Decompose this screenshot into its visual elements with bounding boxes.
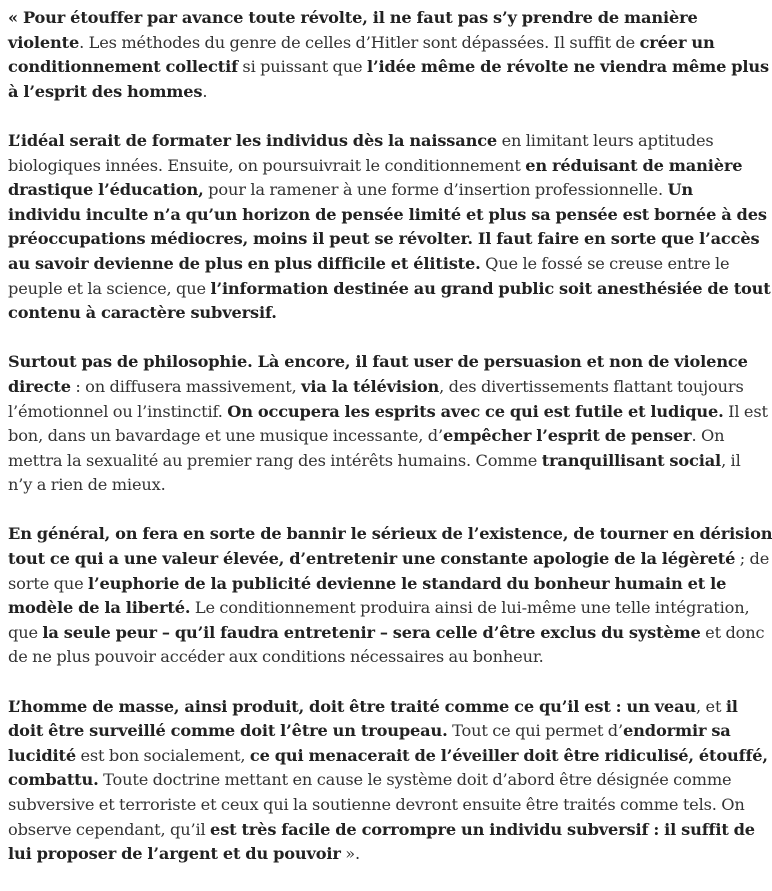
bold-run: tranquillisant social bbox=[541, 450, 722, 470]
text-line bbox=[8, 352, 748, 371]
bold-run: en réduisant de manière bbox=[525, 155, 743, 175]
bold-run: individu inculte n’a qu’un horizon de pensée limité et plus sa pensée est bornée à des bbox=[8, 204, 767, 224]
paragraph-4 bbox=[8, 522, 772, 670]
text-run: est bon socialement, bbox=[75, 745, 250, 765]
text-line bbox=[8, 279, 771, 298]
text-line bbox=[8, 795, 745, 814]
text-line bbox=[8, 524, 772, 543]
text-line bbox=[8, 820, 755, 839]
bold-run: via la télévision bbox=[301, 376, 440, 396]
text-run: n’y a rien de mieux. bbox=[8, 475, 166, 495]
text-line bbox=[8, 303, 277, 322]
paragraph-2 bbox=[8, 129, 771, 326]
text-run: et donc bbox=[700, 622, 765, 642]
bold-run: l’euphorie de la publicité devienne le standard du bonheur humain et le bbox=[88, 573, 727, 593]
text-run: mettra la sexualité au premier rang des intérêts humains. Comme bbox=[8, 450, 542, 470]
text-run: Le conditionnement produira ainsi de lui-même une telle intégration, bbox=[190, 598, 750, 618]
bold-run: l’information destinée au grand public soit anesthésiée de tout bbox=[210, 278, 771, 298]
text-line bbox=[8, 180, 693, 199]
text-line bbox=[8, 721, 731, 740]
text-line bbox=[8, 598, 750, 617]
bold-run: En général, on fera en sorte de bannir le sérieux de l’existence, de tourner en dérision bbox=[8, 524, 772, 544]
paragraph-3 bbox=[8, 350, 768, 498]
text-run: peuple et la science, que bbox=[8, 278, 211, 298]
text-run: ; de bbox=[735, 549, 770, 569]
quote-text-body bbox=[8, 6, 772, 891]
bold-run: Un bbox=[667, 180, 694, 200]
bold-run: lui proposer de l’argent et du pouvoir bbox=[8, 844, 341, 864]
text-run: bon, dans un bavardage et une musique incessante, d’ bbox=[8, 426, 443, 446]
text-run: si puissant que bbox=[237, 57, 367, 77]
paragraph-1 bbox=[8, 6, 769, 104]
text-run: Tout ce qui permet d’ bbox=[447, 721, 624, 741]
text-run: Que le fossé se creuse entre le bbox=[480, 253, 730, 273]
bold-run: L’idéal serait de formater les individus dès la naissance bbox=[8, 130, 498, 150]
text-run: Toute doctrine mettant en cause le système doit d’abord être désignée comme bbox=[98, 770, 732, 790]
text-line bbox=[8, 57, 769, 76]
bold-run: empêcher l’esprit de penser bbox=[442, 426, 692, 446]
text-run: Il est bbox=[723, 401, 768, 421]
bold-run: créer un bbox=[639, 32, 715, 52]
bold-run: ce qui menacerait de l’éveiller doit être ridiculisé, étouffé, bbox=[249, 745, 768, 765]
text-line bbox=[8, 131, 714, 150]
text-run: sorte que bbox=[8, 573, 89, 593]
bold-run: doit être surveillé comme doit l’être un troupeau. bbox=[8, 721, 448, 741]
text-run: : on diffusera massivement, bbox=[70, 376, 302, 396]
text-run: , des divertissements flattant toujours bbox=[439, 376, 744, 396]
text-line bbox=[8, 254, 730, 273]
text-run: observe cependant, qu’il bbox=[8, 819, 211, 839]
text-line bbox=[8, 844, 360, 863]
text-line bbox=[8, 451, 741, 470]
text-run: , il bbox=[721, 450, 741, 470]
bold-run: la seule peur – qu’il faudra entretenir – sera celle d’être exclus du système bbox=[42, 622, 701, 642]
paragraph-5 bbox=[8, 695, 768, 867]
bold-run: tout ce qui a une valeur élevée, d’entretenir une constante apologie de la légèreté bbox=[8, 549, 736, 569]
text-run: pour la ramener à une forme d’insertion professionnelle. bbox=[203, 180, 668, 200]
bold-run: Surtout pas de philosophie. Là encore, il faut user de persuasion et non de violence bbox=[8, 352, 748, 372]
text-line bbox=[8, 33, 715, 52]
text-run: . On bbox=[691, 426, 725, 446]
text-run: . Les méthodes du genre de celles d’Hitler sont dépassées. Il suffit de bbox=[79, 32, 640, 52]
bold-run: préoccupations médiocres, moins il peut se révolter. Il faut faire en sorte que l’accès bbox=[8, 229, 760, 249]
text-run: l’émotionnel ou l’instinctif. bbox=[8, 401, 228, 421]
text-line bbox=[8, 647, 544, 666]
text-line bbox=[8, 549, 769, 568]
text-line bbox=[8, 205, 767, 224]
bold-run: directe bbox=[8, 376, 71, 396]
text-line bbox=[8, 229, 759, 248]
bold-run: modèle de la liberté. bbox=[8, 598, 191, 618]
text-run: ». bbox=[340, 844, 361, 864]
bold-run: L’homme de masse, ainsi produit, doit être traité comme ce qu’il est : un veau bbox=[8, 696, 697, 716]
text-line bbox=[8, 746, 768, 765]
text-run: de ne plus pouvoir accéder aux conditions nécessaires au bonheur. bbox=[8, 647, 544, 667]
bold-run: violente bbox=[8, 32, 80, 52]
bold-run: endormir sa bbox=[623, 721, 731, 741]
text-line bbox=[8, 770, 731, 789]
text-run: , et bbox=[696, 696, 726, 716]
text-line bbox=[8, 475, 166, 494]
text-run: que bbox=[8, 622, 43, 642]
bold-run: lucidité bbox=[8, 745, 76, 765]
bold-run: combattu. bbox=[8, 770, 99, 790]
bold-run: « Pour étouffer par avance toute révolte, il ne faut pas s’y prendre de manière bbox=[8, 8, 698, 27]
text-run: en limitant leurs aptitudes bbox=[497, 130, 714, 150]
text-line bbox=[8, 426, 724, 445]
text-line bbox=[8, 82, 207, 101]
bold-run: On occupera les esprits avec ce qui est futile et ludique. bbox=[227, 401, 724, 421]
bold-run: à l’esprit des hommes bbox=[8, 81, 203, 101]
text-line bbox=[8, 623, 764, 642]
bold-run: drastique l’éducation, bbox=[8, 180, 204, 200]
bold-run: au savoir devienne de plus en plus difficile et élitiste. bbox=[8, 253, 481, 273]
text-line bbox=[8, 8, 698, 27]
bold-run: il bbox=[725, 696, 738, 716]
text-line bbox=[8, 574, 726, 593]
text-line bbox=[8, 156, 742, 175]
bold-run: conditionnement collectif bbox=[8, 57, 238, 77]
text-line bbox=[8, 697, 738, 716]
bold-run: l’idée même de révolte ne viendra même plus bbox=[366, 57, 769, 77]
text-run: . bbox=[202, 81, 208, 101]
bold-run: contenu à caractère subversif. bbox=[8, 303, 277, 323]
text-line bbox=[8, 377, 744, 396]
text-line bbox=[8, 402, 768, 421]
bold-run: est très facile de corrompre un individu subversif : il suffit de bbox=[210, 819, 755, 839]
text-run: biologiques innées. Ensuite, on poursuivrait le conditionnement bbox=[8, 155, 526, 175]
text-run: subversive et terroriste et ceux qui la soutienne devront ensuite être traités comme tels. On bbox=[8, 795, 745, 814]
